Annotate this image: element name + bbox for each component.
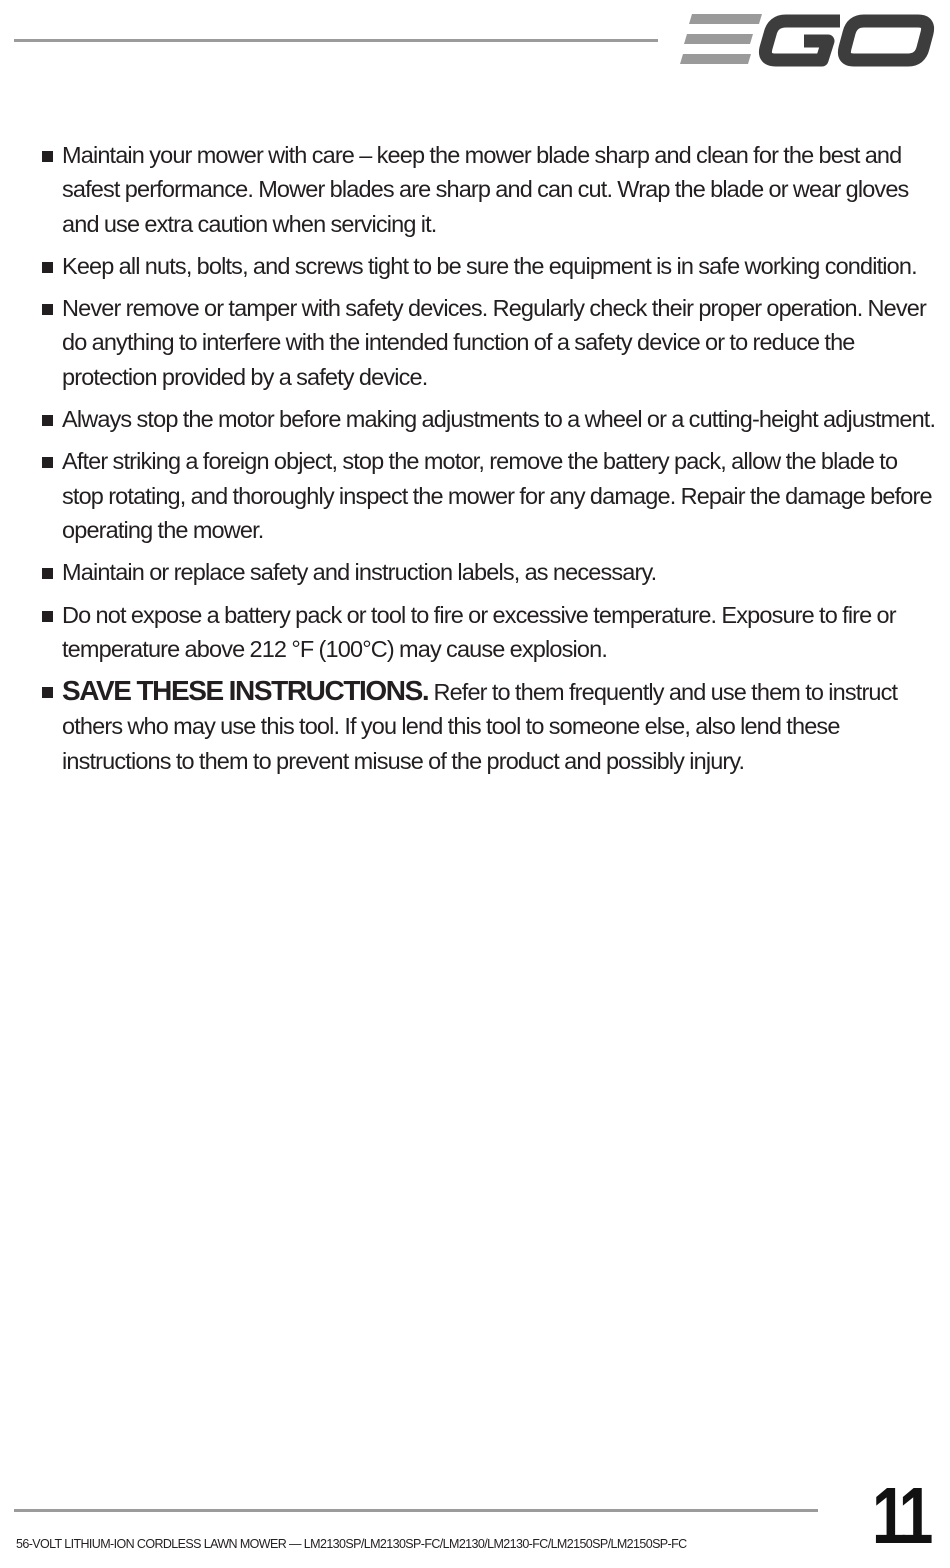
save-instructions-heading: SAVE THESE INSTRUCTIONS. <box>62 675 429 707</box>
ego-logo <box>680 12 936 68</box>
square-bullet-icon <box>42 304 53 315</box>
bullet-item <box>40 598 940 667</box>
square-bullet-icon <box>42 151 53 162</box>
bullet-text: Keep all nuts, bolts, and screws tight to be sure the equipment is in safe working condition. <box>62 252 917 279</box>
bullet-item <box>40 291 940 394</box>
square-bullet-icon <box>42 262 53 273</box>
square-bullet-icon <box>42 611 53 622</box>
bullet-text: After striking a foreign object, stop the motor, remove the battery pack, allow the blade to stop rotating, and thoroughly inspect the mower for any damage. Repair the damage before operating the mower. <box>62 448 932 543</box>
footer-divider <box>14 1509 818 1512</box>
footer-product-title: 56-VOLT LITHIUM-ION CORDLESS LAWN MOWER — LM2130SP/LM2130SP-FC/LM2130/LM2130-FC/LM2150SP/LM2150SP-FC <box>16 1537 687 1551</box>
bullet-item <box>40 249 940 283</box>
bullet-text: Maintain your mower with care – keep the mower blade sharp and clean for the best and safest performance. Mower blades are sharp and can cut. Wrap the blade or wear gloves and use extra caution when servicing it. <box>62 142 909 237</box>
bullet-item <box>40 555 940 589</box>
header-divider <box>14 39 658 42</box>
bullet-item <box>40 444 940 547</box>
bullet-text: Maintain or replace safety and instruction labels, as necessary. <box>62 559 657 586</box>
logo-go-letters <box>765 21 927 60</box>
square-bullet-icon <box>42 457 53 468</box>
square-bullet-icon <box>42 568 53 579</box>
logo-e-stripes <box>680 14 762 64</box>
bullet-item-save-instructions <box>40 674 940 778</box>
bullet-item <box>40 402 940 436</box>
square-bullet-icon <box>42 415 53 426</box>
bullet-text: Do not expose a battery pack or tool to fire or excessive temperature. Exposure to fire or temperature above 212 °F (100°C) may cause explosion. <box>62 601 896 662</box>
bullet-text: Refer to them frequently and use them to instruct others who may use this tool. If you lend this tool to someone else, also lend these instructions to them to prevent misuse of the product and possibly injury. <box>62 679 898 774</box>
bullet-item <box>40 138 940 241</box>
safety-bullet-list <box>40 138 940 786</box>
bullet-text: Never remove or tamper with safety devices. Regularly check their proper operation. Never do anything to interfere with the intended function of a safety device or to reduce the protection provided by a safety device. <box>62 295 926 390</box>
page-number: 11 <box>872 1471 929 1560</box>
bullet-text: Always stop the motor before making adjustments to a wheel or a cutting-height adjustment. <box>62 406 936 433</box>
square-bullet-icon <box>42 687 53 698</box>
